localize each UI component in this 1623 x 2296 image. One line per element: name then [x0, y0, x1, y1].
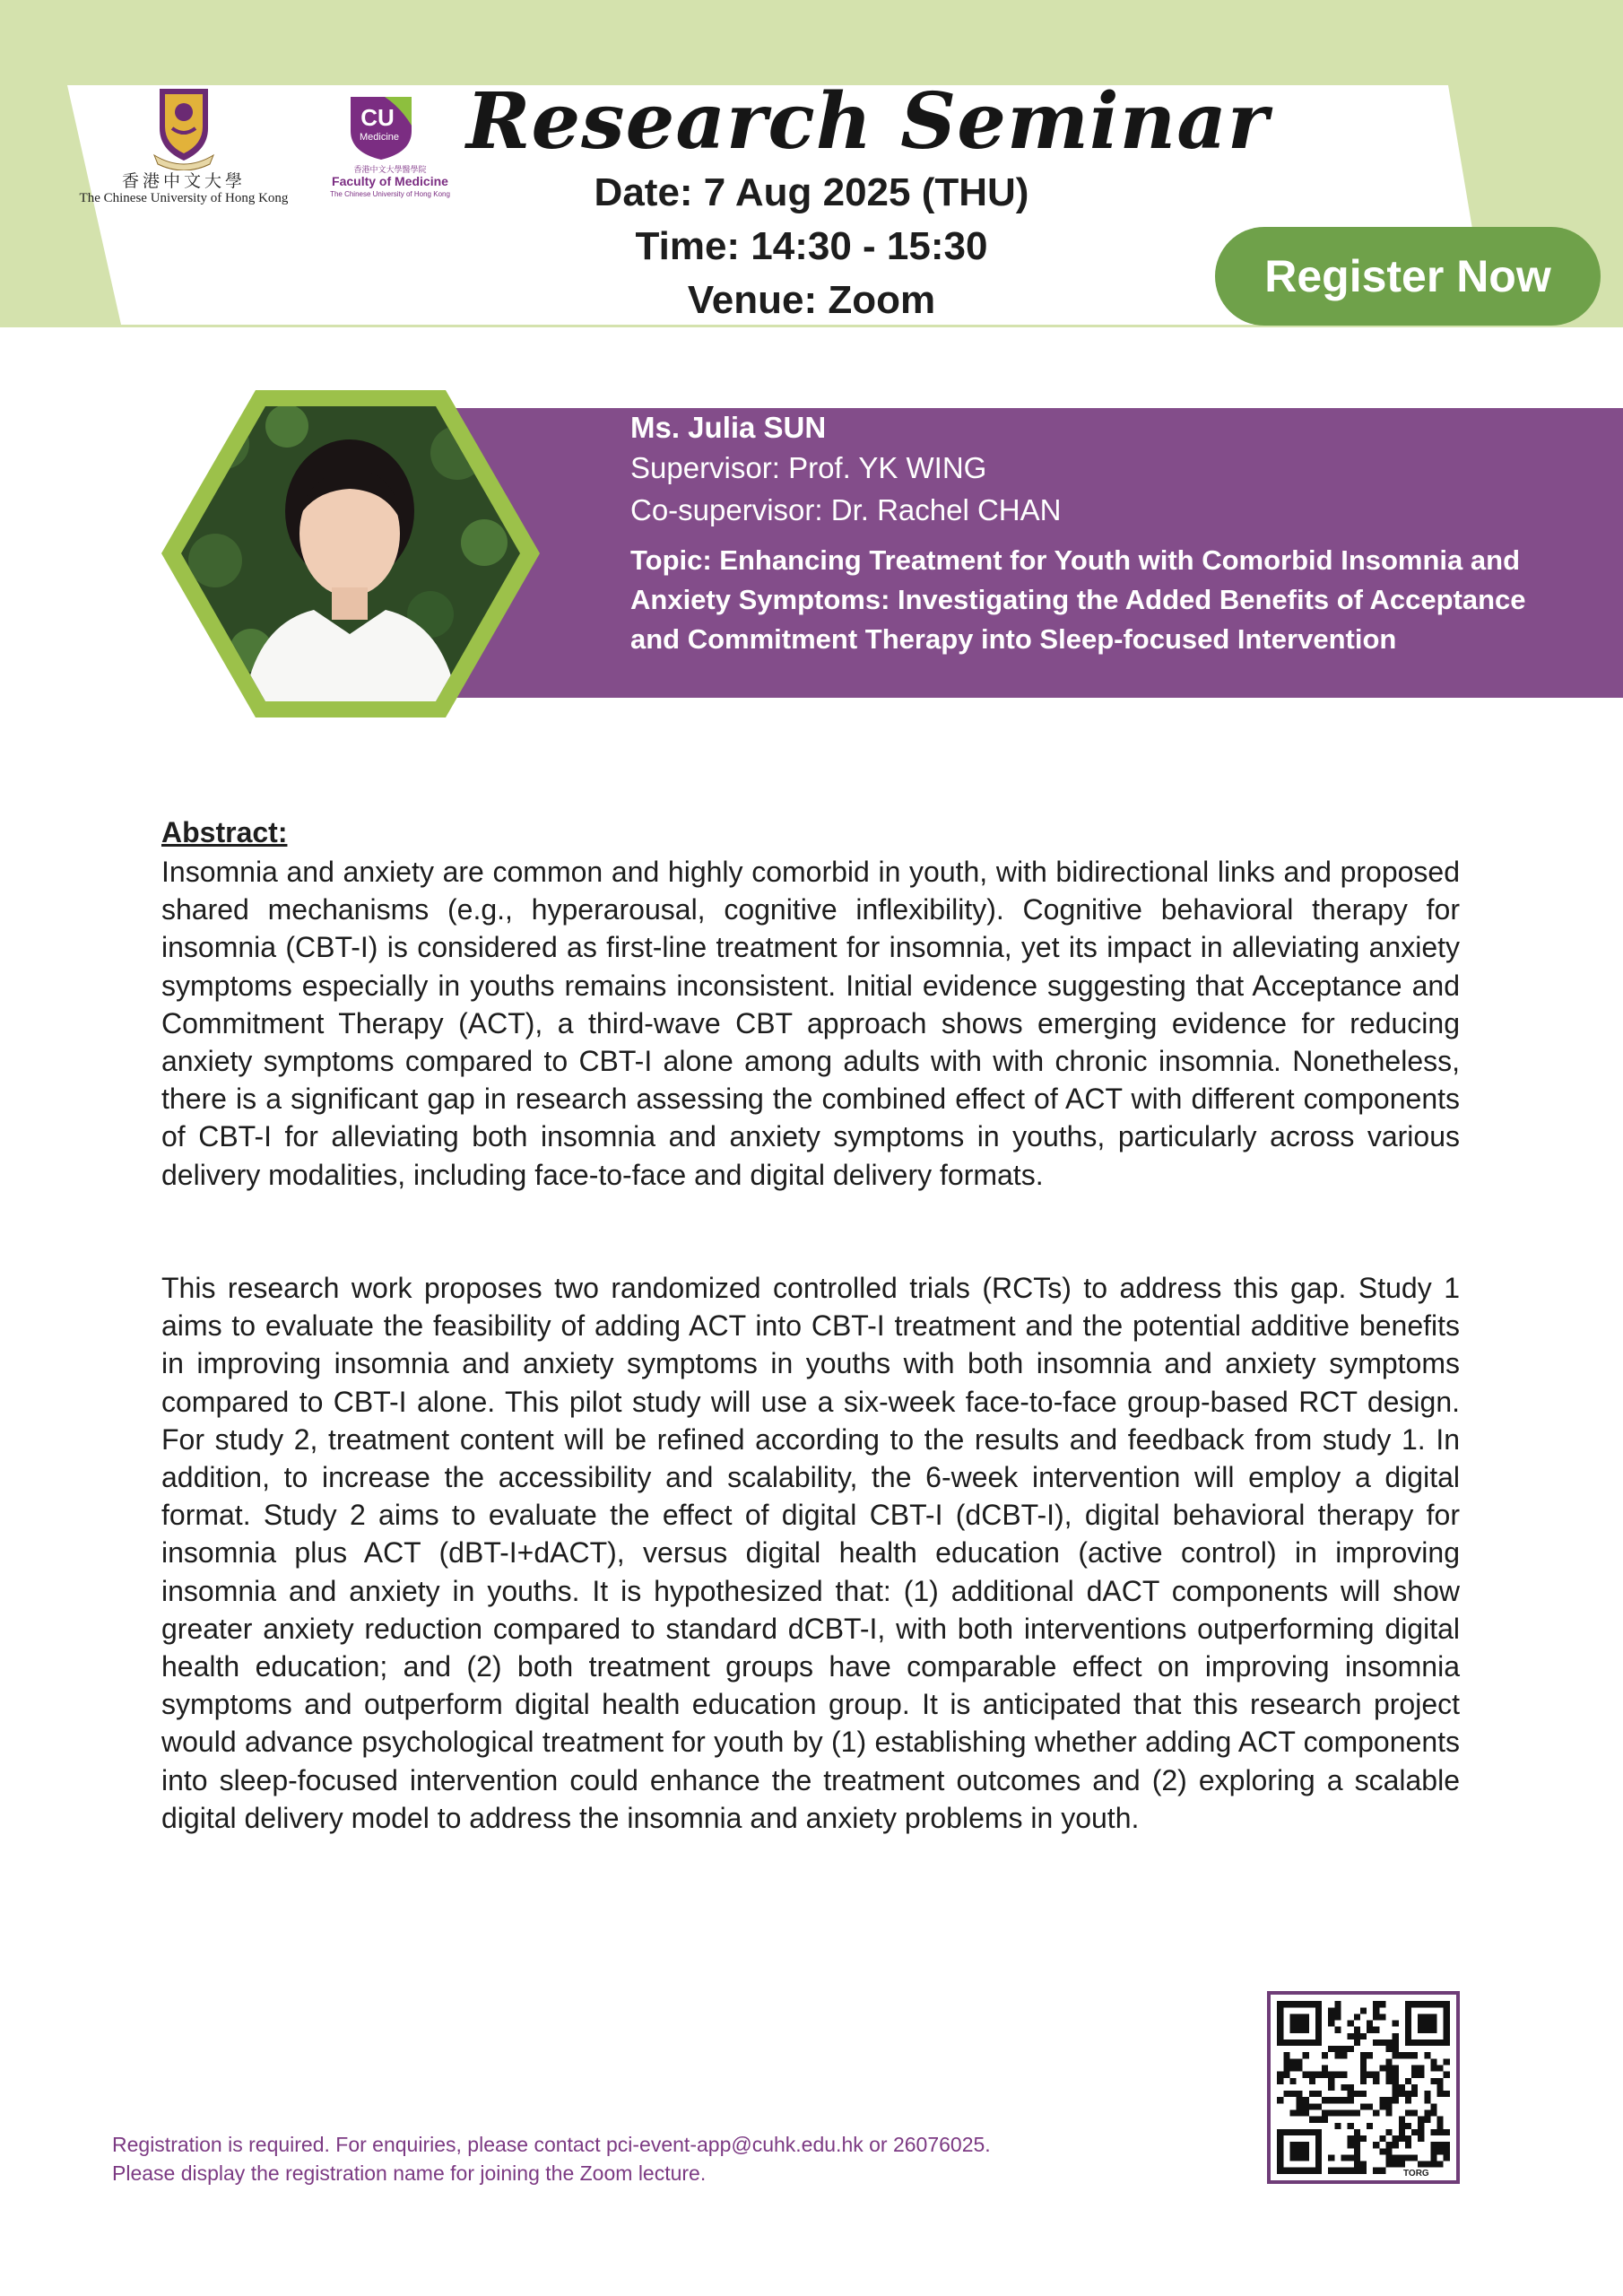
- cuhk-logo: [76, 85, 291, 211]
- cu-medicine-badge-text: CU: [360, 104, 395, 131]
- footer-zoom-note: Please display the registration name for joining the Zoom lecture.: [112, 2161, 707, 2185]
- speaker-name: Ms. Julia SUN: [630, 411, 827, 444]
- registration-qr-code[interactable]: [1267, 1991, 1460, 2184]
- event-date: Date: 7 Aug 2025 (THU): [594, 170, 1029, 214]
- page-title: Research Seminar: [466, 76, 1270, 167]
- speaker-supervisor: Supervisor: Prof. YK WING: [630, 451, 987, 484]
- cu-medicine-chinese-name: 香港中文大學醫學院: [353, 165, 427, 174]
- qr-code-tag: TORG: [1403, 2169, 1429, 2179]
- abstract-paragraph: Insomnia and anxiety are common and highly comorbid in youth, with bidirectional links and proposed shared mechanisms (e.g., hyperarousal, cognitive inflexibility). Cognitive behavioral therapy for insomnia (CBT-I) is considered as first-line treatment for insomnia, yet its impact in alleviating anxiety symptoms especially in youths remains inconsistent. Initial evidence suggesting that Acceptance and Commitment Therapy (ACT), a third-wave CBT approach shows emerging evidence for reducing anxiety symptoms compared to CBT-I alone among adults with with chronic insomnia. Nonetheless, there is a significant gap in research assessing the combined effect of ACT with different components of CBT-I for alleviating both insomnia and anxiety symptoms in youths, particularly across various delivery modalities, including face-to-face and digital delivery formats.: [161, 856, 1460, 1191]
- seminar-topic: Topic: Enhancing Treatment for Youth with Comorbid Insomnia and Anxiety Symptoms: Investigating the Added Benefits of Acceptance and Commitment Therapy into Sleep-focused Intervention: [630, 544, 1526, 655]
- cu-medicine-faculty-name: Faculty of Medicine: [332, 174, 448, 188]
- abstract-heading: Abstract:: [161, 816, 288, 848]
- footer-registration-note: Registration is required. For enquiries, please contact pci-event-app@cuhk.edu.hk or 26076025.: [112, 2133, 991, 2156]
- cu-medicine-badge-icon: [345, 90, 417, 161]
- abstract-paragraph: This research work proposes two randomized controlled trials (RCTs) to address this gap. Study 1 aims to evaluate the feasibility of adding ACT into CBT-I treatment and the potential additive benefits in improving insomnia and anxiety symptoms in youths with both insomnia and anxiety symptoms compared to CBT-I alone. This pilot study will use a six-week face-to-face group-based RCT design. For study 2, treatment content will be refined according to the results and feedback from study 1. In addition, to increase the accessibility and scalability, the 6-week intervention will employ a digital format. Study 2 aims to evaluate the effect of digital CBT-I (dCBT-I), digital behavioral therapy for insomnia plus ACT (dBT-I+dACT), versus digital health education (active control) in improving insomnia and anxiety in youths. It is hypothesized that: (1) additional dACT components will show greater anxiety reduction compared to standard dCBT-I, with both interventions outperforming digital health education; and (2) both treatment groups have comparable effect on improving insomnia symptoms and outperform digital health education group. It is anticipated that this research project would advance psychological treatment for youth by (1) establishing whether adding ACT components into sleep-focused intervention could enhance the treatment outcomes and (2) exploring a scalable digital delivery model to address the insomnia and anxiety problems in youth.: [161, 1272, 1460, 1834]
- cuhk-crest-icon: [152, 85, 215, 170]
- register-now-button[interactable]: Register Now: [1215, 227, 1601, 326]
- cu-medicine-university-name: The Chinese University of Hong Kong: [330, 190, 450, 198]
- event-time: Time: 14:30 - 15:30: [635, 224, 988, 268]
- cu-medicine-badge-subtext: Medicine: [359, 132, 400, 143]
- speaker-photo: [161, 390, 540, 718]
- cuhk-english-name: The Chinese University of Hong Kong: [79, 191, 289, 205]
- cuhk-chinese-name: 香港中文大學: [121, 171, 246, 191]
- event-venue: Venue: Zoom: [687, 278, 936, 322]
- speaker-cosupervisor: Co-supervisor: Dr. Rachel CHAN: [630, 493, 1062, 526]
- cu-medicine-logo: [323, 90, 457, 206]
